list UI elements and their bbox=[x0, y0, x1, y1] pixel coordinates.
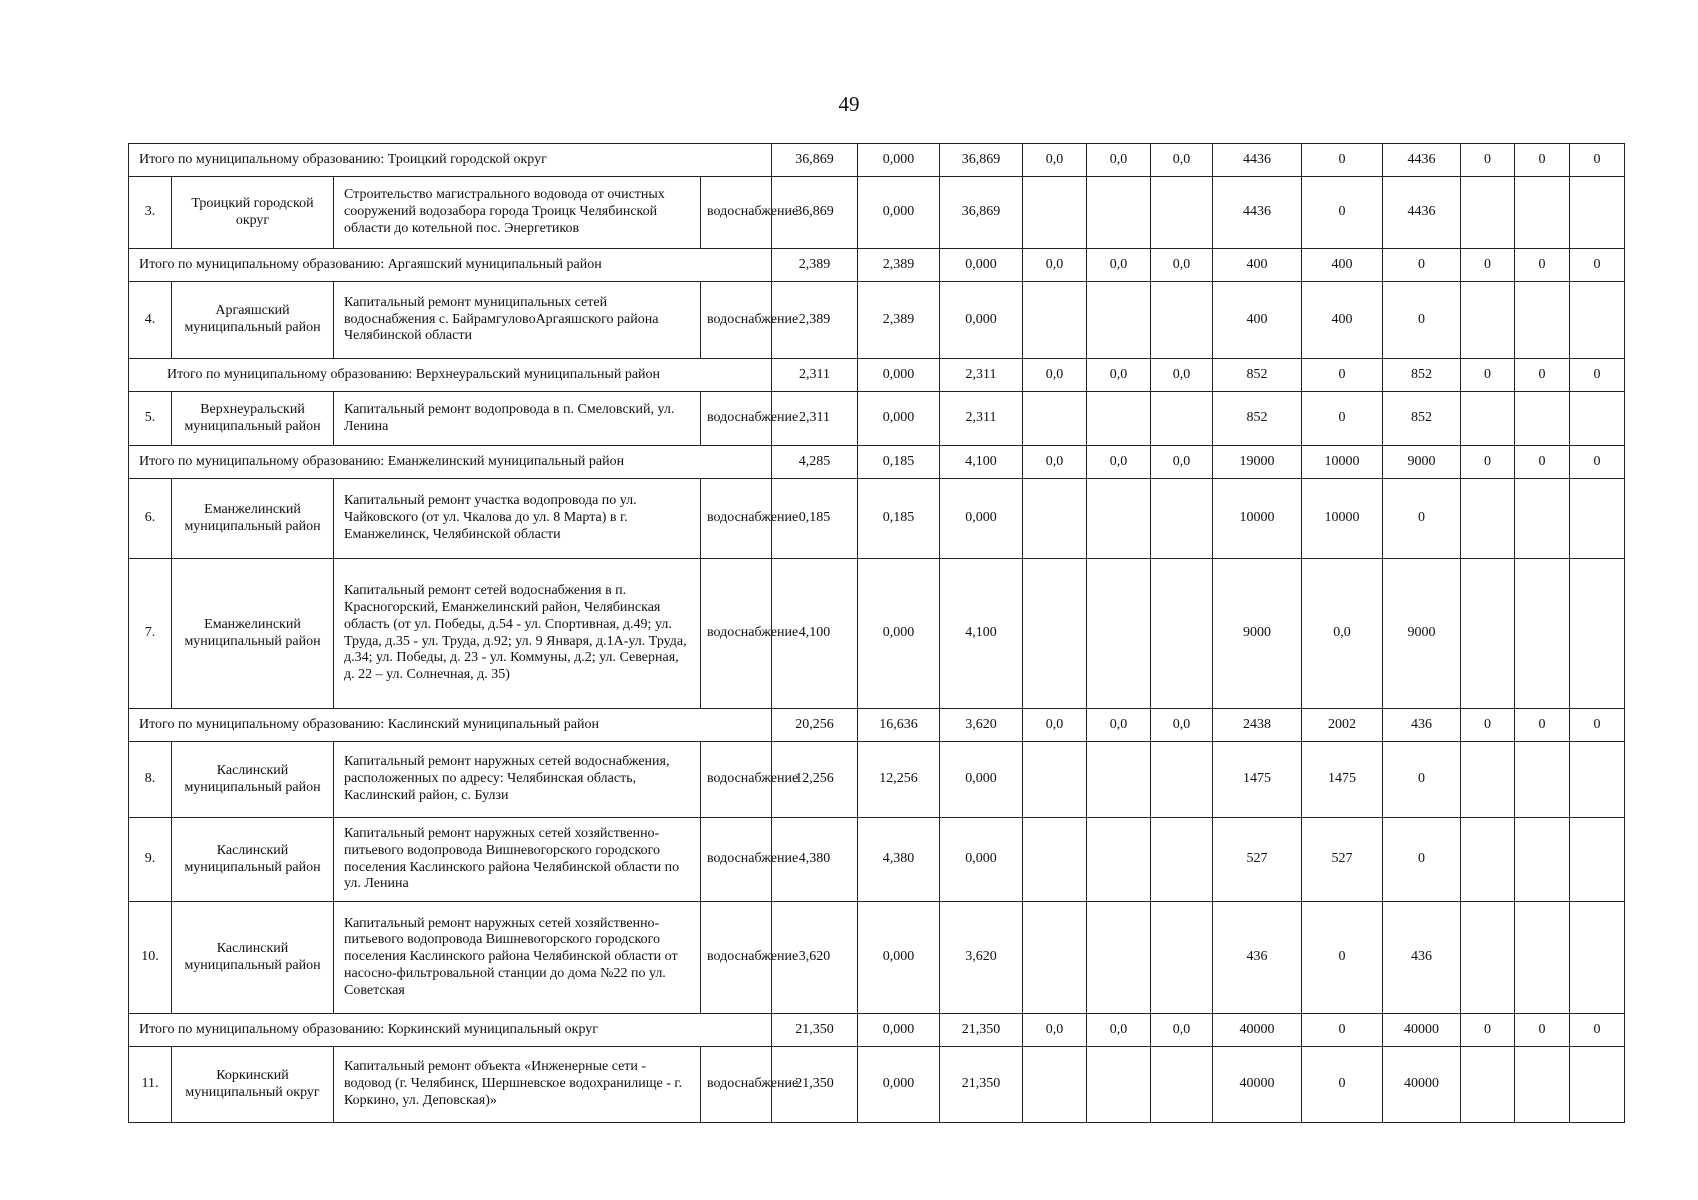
value-cell bbox=[1461, 818, 1515, 902]
value-cell bbox=[1570, 818, 1625, 902]
row-number: 5. bbox=[129, 392, 172, 446]
value-cell bbox=[1461, 559, 1515, 709]
municipality-cell: Троицкий городской округ bbox=[172, 177, 334, 249]
table-row bbox=[129, 1047, 1625, 1123]
value-cell: 0 bbox=[1302, 177, 1383, 249]
value-cell bbox=[1087, 479, 1151, 559]
object-cell: Капитальный ремонт сетей водоснабжения в п. Красногорский, Еманжелинский район, Челябинская область (от ул. Победы, д.54 - ул. Спортивная, д.49; ул. Труда, д.35 - ул. Труда, д.92; ул. 9 Января, д.1А-ул. Труда, д.34; ул. Победы, д. 23 - ул. Коммуны, д.2; ул. Северная, д. 22 – ул. Солнечная, д. 35) bbox=[334, 559, 701, 709]
value-cell: 3,620 bbox=[940, 902, 1023, 1014]
total-value: 0 bbox=[1570, 359, 1625, 392]
total-value: 0,0 bbox=[1151, 144, 1213, 177]
value-cell bbox=[1087, 177, 1151, 249]
total-label: Итого по муниципальному образованию: Еманжелинский муниципальный район bbox=[129, 446, 772, 479]
value-cell bbox=[1023, 392, 1087, 446]
object-cell: Капитальный ремонт водопровода в п. Смеловский, ул. Ленина bbox=[334, 392, 701, 446]
row-number: 3. bbox=[129, 177, 172, 249]
value-cell bbox=[1023, 902, 1087, 1014]
value-cell bbox=[1570, 282, 1625, 359]
total-value: 0 bbox=[1302, 359, 1383, 392]
value-cell: 21,350 bbox=[940, 1047, 1023, 1123]
value-cell: 436 bbox=[1383, 902, 1461, 1014]
value-cell bbox=[1570, 742, 1625, 818]
total-value: 4,285 bbox=[772, 446, 858, 479]
total-value: 0,0 bbox=[1023, 144, 1087, 177]
value-cell: 0 bbox=[1383, 818, 1461, 902]
row-number: 9. bbox=[129, 818, 172, 902]
value-cell: 2,311 bbox=[772, 392, 858, 446]
total-value: 0,0 bbox=[1023, 249, 1087, 282]
value-cell bbox=[1570, 559, 1625, 709]
value-cell: 4,380 bbox=[772, 818, 858, 902]
total-value: 0,0 bbox=[1087, 446, 1151, 479]
type-cell: водоснабжение bbox=[701, 1047, 772, 1123]
value-cell: 4436 bbox=[1213, 177, 1302, 249]
municipality-cell: Каслинский муниципальный район bbox=[172, 902, 334, 1014]
total-value: 2,389 bbox=[858, 249, 940, 282]
table-row bbox=[129, 902, 1625, 1014]
municipality-cell: Еманжелинский муниципальный район bbox=[172, 559, 334, 709]
value-cell: 0,000 bbox=[940, 818, 1023, 902]
total-value: 0 bbox=[1570, 709, 1625, 742]
total-value: 0,0 bbox=[1087, 709, 1151, 742]
value-cell: 10000 bbox=[1302, 479, 1383, 559]
value-cell: 0,000 bbox=[940, 479, 1023, 559]
value-cell: 400 bbox=[1302, 282, 1383, 359]
total-value: 0 bbox=[1515, 1014, 1570, 1047]
table-row bbox=[129, 392, 1625, 446]
row-number: 6. bbox=[129, 479, 172, 559]
total-label: Итого по муниципальному образованию: Каслинский муниципальный район bbox=[129, 709, 772, 742]
value-cell: 436 bbox=[1213, 902, 1302, 1014]
value-cell: 527 bbox=[1302, 818, 1383, 902]
value-cell: 1475 bbox=[1302, 742, 1383, 818]
value-cell bbox=[1151, 392, 1213, 446]
total-value: 0 bbox=[1302, 144, 1383, 177]
municipality-cell: Верхнеуральский муниципальный район bbox=[172, 392, 334, 446]
municipality-cell: Аргаяшский муниципальный район bbox=[172, 282, 334, 359]
value-cell bbox=[1023, 479, 1087, 559]
value-cell: 0 bbox=[1383, 282, 1461, 359]
value-cell bbox=[1515, 902, 1570, 1014]
value-cell bbox=[1570, 479, 1625, 559]
total-value: 2438 bbox=[1213, 709, 1302, 742]
table-row bbox=[129, 282, 1625, 359]
total-value: 4436 bbox=[1383, 144, 1461, 177]
value-cell: 0,000 bbox=[858, 392, 940, 446]
municipality-cell: Коркинский муниципальный округ bbox=[172, 1047, 334, 1123]
total-value: 436 bbox=[1383, 709, 1461, 742]
type-cell: водоснабжение bbox=[701, 559, 772, 709]
value-cell: 40000 bbox=[1383, 1047, 1461, 1123]
row-number: 4. bbox=[129, 282, 172, 359]
table-row bbox=[129, 742, 1625, 818]
total-value: 3,620 bbox=[940, 709, 1023, 742]
value-cell: 21,350 bbox=[772, 1047, 858, 1123]
total-value: 4436 bbox=[1213, 144, 1302, 177]
total-row bbox=[129, 144, 1625, 177]
value-cell bbox=[1151, 282, 1213, 359]
total-value: 0 bbox=[1302, 1014, 1383, 1047]
total-value: 0 bbox=[1570, 1014, 1625, 1047]
row-number: 7. bbox=[129, 559, 172, 709]
value-cell bbox=[1515, 177, 1570, 249]
value-cell bbox=[1151, 818, 1213, 902]
type-cell: водоснабжение bbox=[701, 392, 772, 446]
value-cell: 36,869 bbox=[772, 177, 858, 249]
value-cell: 36,869 bbox=[940, 177, 1023, 249]
total-value: 2002 bbox=[1302, 709, 1383, 742]
value-cell bbox=[1515, 392, 1570, 446]
total-value: 0 bbox=[1570, 144, 1625, 177]
program-table bbox=[128, 143, 1625, 1123]
table-row bbox=[129, 559, 1625, 709]
total-value: 20,256 bbox=[772, 709, 858, 742]
total-label: Итого по муниципальному образованию: Троицкий городской округ bbox=[129, 144, 772, 177]
type-cell: водоснабжение bbox=[701, 902, 772, 1014]
value-cell bbox=[1087, 559, 1151, 709]
total-value: 0,0 bbox=[1023, 1014, 1087, 1047]
value-cell bbox=[1151, 742, 1213, 818]
table-body bbox=[129, 144, 1625, 1123]
value-cell: 2,389 bbox=[772, 282, 858, 359]
value-cell: 40000 bbox=[1213, 1047, 1302, 1123]
value-cell: 0,000 bbox=[858, 177, 940, 249]
value-cell bbox=[1570, 392, 1625, 446]
value-cell: 12,256 bbox=[858, 742, 940, 818]
total-value: 0 bbox=[1383, 249, 1461, 282]
value-cell bbox=[1151, 479, 1213, 559]
total-value: 0 bbox=[1515, 446, 1570, 479]
object-cell: Строительство магистрального водовода от очистных сооружений водозабора города Троицк Челябинской области до котельной пос. Энергетиков bbox=[334, 177, 701, 249]
total-value: 0,0 bbox=[1151, 359, 1213, 392]
row-number: 8. bbox=[129, 742, 172, 818]
total-value: 0,0 bbox=[1087, 249, 1151, 282]
value-cell bbox=[1515, 1047, 1570, 1123]
value-cell bbox=[1461, 742, 1515, 818]
table-row bbox=[129, 177, 1625, 249]
value-cell bbox=[1087, 392, 1151, 446]
total-value: 21,350 bbox=[940, 1014, 1023, 1047]
value-cell: 4,380 bbox=[858, 818, 940, 902]
type-cell: водоснабжение bbox=[701, 282, 772, 359]
value-cell: 527 bbox=[1213, 818, 1302, 902]
value-cell bbox=[1087, 902, 1151, 1014]
value-cell: 0,000 bbox=[940, 742, 1023, 818]
value-cell bbox=[1570, 177, 1625, 249]
total-value: 10000 bbox=[1302, 446, 1383, 479]
total-value: 0 bbox=[1515, 709, 1570, 742]
value-cell: 4,100 bbox=[940, 559, 1023, 709]
value-cell bbox=[1461, 479, 1515, 559]
object-cell: Капитальный ремонт муниципальных сетей водоснабжения с. БайрамгуловоАргаяшского района Челябинской области bbox=[334, 282, 701, 359]
object-cell: Капитальный ремонт объекта «Инженерные сети - водовод (г. Челябинск, Шершневское водохранилище - г. Коркино, ул. Деповская)» bbox=[334, 1047, 701, 1123]
municipality-cell: Каслинский муниципальный район bbox=[172, 742, 334, 818]
value-cell: 2,389 bbox=[858, 282, 940, 359]
type-cell: водоснабжение bbox=[701, 177, 772, 249]
value-cell: 0,000 bbox=[940, 282, 1023, 359]
value-cell bbox=[1515, 818, 1570, 902]
total-value: 0 bbox=[1461, 1014, 1515, 1047]
value-cell: 0,000 bbox=[858, 1047, 940, 1123]
total-value: 40000 bbox=[1383, 1014, 1461, 1047]
value-cell bbox=[1461, 1047, 1515, 1123]
total-value: 0 bbox=[1515, 144, 1570, 177]
value-cell bbox=[1151, 177, 1213, 249]
total-value: 0,0 bbox=[1151, 709, 1213, 742]
type-cell: водоснабжение bbox=[701, 742, 772, 818]
total-value: 0 bbox=[1515, 359, 1570, 392]
total-value: 0,0 bbox=[1151, 249, 1213, 282]
value-cell: 2,311 bbox=[940, 392, 1023, 446]
total-value: 852 bbox=[1383, 359, 1461, 392]
value-cell: 0 bbox=[1302, 392, 1383, 446]
total-value: 16,636 bbox=[858, 709, 940, 742]
total-row bbox=[129, 446, 1625, 479]
value-cell bbox=[1570, 1047, 1625, 1123]
total-value: 0,0 bbox=[1023, 359, 1087, 392]
value-cell bbox=[1023, 742, 1087, 818]
total-value: 2,389 bbox=[772, 249, 858, 282]
total-value: 0,000 bbox=[940, 249, 1023, 282]
total-value: 0 bbox=[1570, 249, 1625, 282]
total-value: 9000 bbox=[1383, 446, 1461, 479]
value-cell: 0 bbox=[1302, 1047, 1383, 1123]
value-cell bbox=[1151, 1047, 1213, 1123]
value-cell bbox=[1087, 818, 1151, 902]
value-cell: 0,185 bbox=[772, 479, 858, 559]
object-cell: Капитальный ремонт наружных сетей водоснабжения, расположенных по адресу: Челябинская область, Каслинский район, с. Булзи bbox=[334, 742, 701, 818]
total-value: 0,0 bbox=[1087, 144, 1151, 177]
total-value: 0,0 bbox=[1151, 1014, 1213, 1047]
value-cell bbox=[1515, 282, 1570, 359]
row-number: 11. bbox=[129, 1047, 172, 1123]
total-value: 400 bbox=[1213, 249, 1302, 282]
total-label: Итого по муниципальному образованию: Верхнеуральский муниципальный район bbox=[129, 359, 772, 392]
total-value: 0 bbox=[1570, 446, 1625, 479]
total-value: 2,311 bbox=[940, 359, 1023, 392]
value-cell: 0,000 bbox=[858, 902, 940, 1014]
municipality-cell: Еманжелинский муниципальный район bbox=[172, 479, 334, 559]
value-cell: 4436 bbox=[1383, 177, 1461, 249]
value-cell: 12,256 bbox=[772, 742, 858, 818]
value-cell bbox=[1023, 1047, 1087, 1123]
value-cell bbox=[1151, 902, 1213, 1014]
value-cell: 852 bbox=[1213, 392, 1302, 446]
table-row bbox=[129, 818, 1625, 902]
total-value: 0,0 bbox=[1023, 446, 1087, 479]
total-value: 0,185 bbox=[858, 446, 940, 479]
value-cell bbox=[1087, 742, 1151, 818]
value-cell bbox=[1087, 1047, 1151, 1123]
value-cell: 852 bbox=[1383, 392, 1461, 446]
total-value: 0 bbox=[1461, 249, 1515, 282]
value-cell bbox=[1023, 177, 1087, 249]
total-value: 4,100 bbox=[940, 446, 1023, 479]
value-cell bbox=[1515, 559, 1570, 709]
table-row bbox=[129, 479, 1625, 559]
value-cell: 0 bbox=[1302, 902, 1383, 1014]
total-value: 0,0 bbox=[1023, 709, 1087, 742]
value-cell bbox=[1515, 742, 1570, 818]
total-value: 36,869 bbox=[940, 144, 1023, 177]
value-cell bbox=[1151, 559, 1213, 709]
total-value: 2,311 bbox=[772, 359, 858, 392]
total-label: Итого по муниципальному образованию: Коркинский муниципальный округ bbox=[129, 1014, 772, 1047]
object-cell: Капитальный ремонт наружных сетей хозяйственно-питьевого водопровода Вишневогорского городского поселения Каслинского района Челябинской области по ул. Ленина bbox=[334, 818, 701, 902]
total-value: 0,000 bbox=[858, 144, 940, 177]
value-cell: 4,100 bbox=[772, 559, 858, 709]
value-cell bbox=[1461, 902, 1515, 1014]
total-value: 40000 bbox=[1213, 1014, 1302, 1047]
value-cell bbox=[1023, 818, 1087, 902]
municipality-cell: Каслинский муниципальный район bbox=[172, 818, 334, 902]
total-value: 0 bbox=[1461, 709, 1515, 742]
value-cell: 3,620 bbox=[772, 902, 858, 1014]
total-value: 0,000 bbox=[858, 359, 940, 392]
type-cell: водоснабжение bbox=[701, 818, 772, 902]
value-cell: 0,000 bbox=[858, 559, 940, 709]
total-row bbox=[129, 249, 1625, 282]
value-cell bbox=[1461, 392, 1515, 446]
value-cell bbox=[1461, 282, 1515, 359]
value-cell bbox=[1515, 479, 1570, 559]
value-cell bbox=[1023, 282, 1087, 359]
total-value: 36,869 bbox=[772, 144, 858, 177]
total-value: 0 bbox=[1461, 144, 1515, 177]
value-cell: 0,0 bbox=[1302, 559, 1383, 709]
value-cell: 400 bbox=[1213, 282, 1302, 359]
object-cell: Капитальный ремонт участка водопровода по ул. Чайковского (от ул. Чкалова до ул. 8 Марта) в г. Еманжелинск, Челябинской области bbox=[334, 479, 701, 559]
value-cell: 0 bbox=[1383, 742, 1461, 818]
value-cell: 9000 bbox=[1383, 559, 1461, 709]
type-cell: водоснабжение bbox=[701, 479, 772, 559]
object-cell: Капитальный ремонт наружных сетей хозяйственно-питьевого водопровода Вишневогорского городского поселения Каслинского района Челябинской области от насосно-фильтровальной станции до дома №22 по ул. Советская bbox=[334, 902, 701, 1014]
total-label: Итого по муниципальному образованию: Аргаяшский муниципальный район bbox=[129, 249, 772, 282]
total-value: 400 bbox=[1302, 249, 1383, 282]
total-value: 21,350 bbox=[772, 1014, 858, 1047]
total-row bbox=[129, 1014, 1625, 1047]
total-value: 0 bbox=[1461, 359, 1515, 392]
value-cell bbox=[1087, 282, 1151, 359]
total-value: 0,000 bbox=[858, 1014, 940, 1047]
total-value: 0,0 bbox=[1087, 1014, 1151, 1047]
row-number: 10. bbox=[129, 902, 172, 1014]
total-value: 0 bbox=[1461, 446, 1515, 479]
value-cell: 1475 bbox=[1213, 742, 1302, 818]
total-value: 0,0 bbox=[1151, 446, 1213, 479]
total-row bbox=[129, 359, 1625, 392]
total-value: 852 bbox=[1213, 359, 1302, 392]
page-number: 49 bbox=[838, 92, 860, 116]
value-cell bbox=[1570, 902, 1625, 1014]
value-cell: 9000 bbox=[1213, 559, 1302, 709]
total-value: 0,0 bbox=[1087, 359, 1151, 392]
value-cell: 10000 bbox=[1213, 479, 1302, 559]
value-cell: 0,185 bbox=[858, 479, 940, 559]
value-cell bbox=[1023, 559, 1087, 709]
total-value: 0 bbox=[1515, 249, 1570, 282]
value-cell: 0 bbox=[1383, 479, 1461, 559]
total-value: 19000 bbox=[1213, 446, 1302, 479]
total-row bbox=[129, 709, 1625, 742]
value-cell bbox=[1461, 177, 1515, 249]
